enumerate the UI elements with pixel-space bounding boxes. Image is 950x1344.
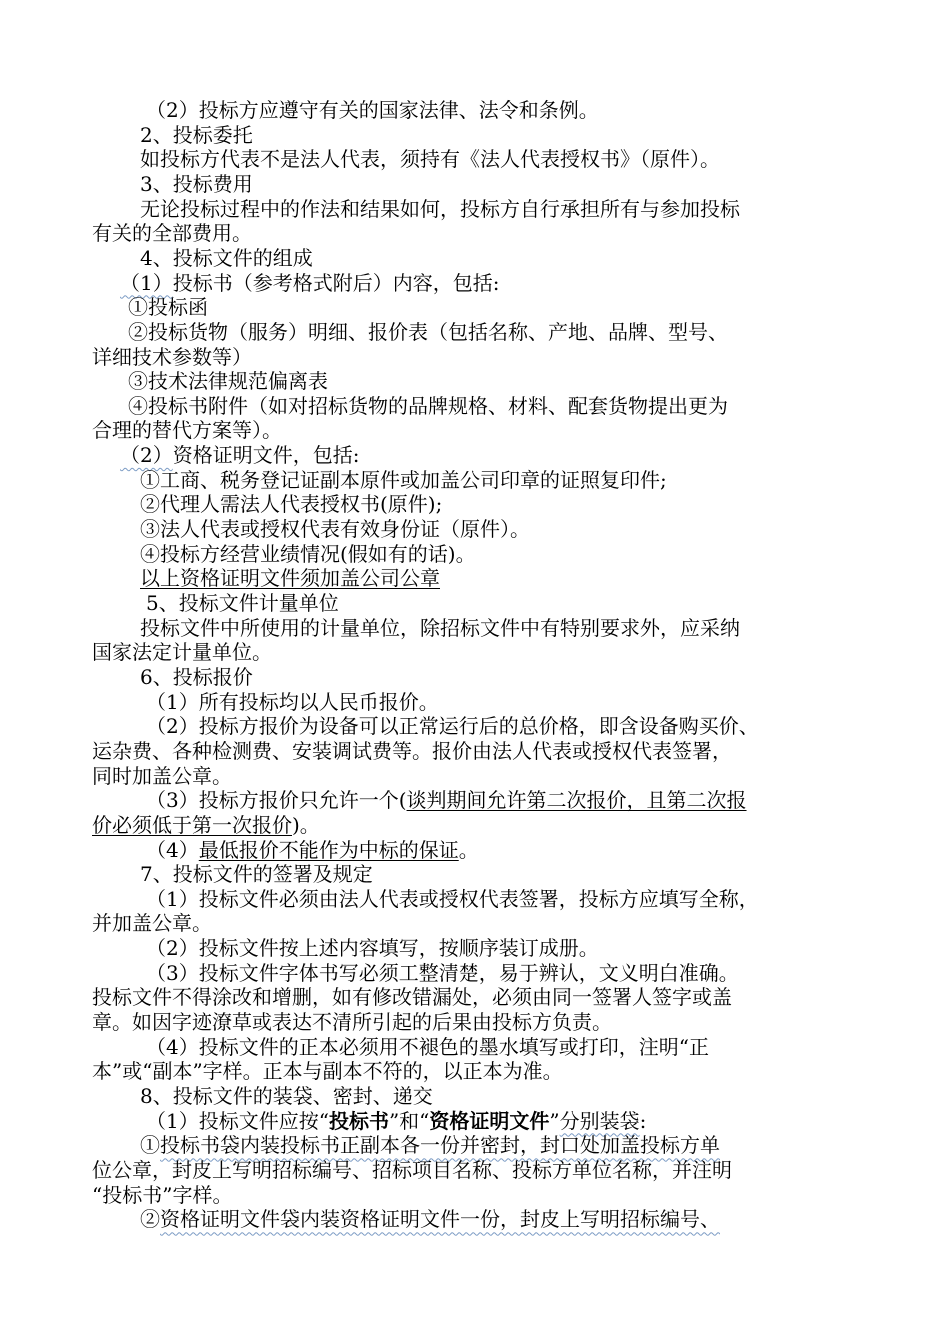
text-line [140, 246, 313, 271]
text-line [92, 640, 272, 665]
text-line [128, 295, 208, 320]
text-segment: 。 [458, 837, 479, 862]
text-line [140, 172, 253, 197]
text-segment: 资格证明文件袋内装资格证明文件一份，封皮上写明招标编号、 [160, 1207, 720, 1232]
text-segment: 投标文件不得涂改和增删，如有修改错漏处，必须由同一签署人签字或盖 [92, 985, 732, 1010]
text-line [140, 147, 720, 172]
text-segment: 2、投标委托 [140, 122, 253, 147]
text-segment: 如投标方代表不是法人代表，须持有《法人代表授权书》（原件）。 [140, 147, 720, 172]
text-line [146, 838, 479, 863]
text-line [92, 345, 252, 370]
text-segment: （4） [146, 837, 199, 862]
text-line [140, 862, 373, 887]
text-segment: ③技术法律规范偏离表 [128, 369, 328, 394]
text-segment: ②代理人需法人代表授权书(原件); [140, 492, 443, 517]
text-segment: ”和“ [388, 1108, 430, 1133]
text-line [128, 394, 728, 419]
text-segment: 以上资格证明文件须加盖公司公章 [140, 566, 440, 591]
text-segment: 6、投标报价 [140, 664, 253, 689]
text-line [92, 813, 320, 838]
text-segment: 投标书（参考格式附后）内容，包括: [172, 270, 500, 295]
text-segment: （1） [120, 270, 173, 295]
text-segment: （2）投标方应遵守有关的国家法律、法令和条例。 [146, 98, 599, 122]
text-line [140, 517, 530, 542]
text-line [128, 369, 328, 394]
text-line [146, 690, 439, 715]
text-segment: 资格证明文件，包括: [172, 443, 360, 468]
text-line [146, 1035, 709, 1060]
text-line [140, 1133, 720, 1158]
text-segment: 谈判期间允许第二次报价，且第二次报 [406, 788, 747, 813]
text-segment: （3）投标文件字体书写必须工整清楚，易于辨认，文义明白准确。 [146, 960, 739, 985]
text-segment: （2）投标文件按上述内容填写，按顺序装订成册。 [146, 936, 599, 961]
text-line [92, 985, 732, 1010]
text-line [92, 1158, 732, 1183]
text-segment: 8、投标文件的装袋、密封、递交 [140, 1084, 433, 1108]
text-segment: （1）所有投标均以人民币报价。 [146, 689, 439, 714]
text-segment: 位公章，封皮上写明招标编号、招标项目名称、投标方单位名称，并注明 [92, 1157, 732, 1182]
text-segment: （3）投标方报价只允许一个( [146, 788, 407, 813]
text-line [146, 887, 759, 912]
text-line [140, 1207, 720, 1232]
text-segment: （2）投标方报价为设备可以正常运行后的总价格，即含设备购买价、 [146, 714, 759, 739]
text-segment: : [639, 1108, 647, 1133]
text-segment: 价必须低于第一次报价 [92, 812, 292, 837]
text-line [92, 1059, 563, 1084]
text-segment: （1）投标文件应按“ [146, 1108, 329, 1133]
text-line [146, 98, 599, 123]
text-segment: ③法人代表或授权代表有效身份证（原件）。 [140, 517, 530, 542]
text-segment: “投标书”字样。 [92, 1182, 233, 1207]
text-line [146, 936, 599, 961]
text-line [120, 443, 359, 468]
text-segment: 无论投标过程中的作法和结果如何，投标方自行承担所有与参加投标 [140, 196, 740, 221]
text-segment: ①投标函 [128, 295, 208, 320]
text-segment: ” [549, 1108, 560, 1133]
text-segment: ④投标书附件（如对招标货物的品牌规格、材料、配套货物提出更为 [128, 393, 728, 418]
text-segment: 3、投标费用 [140, 171, 253, 196]
text-segment: ②投标货物（服务）明细、报价表（包括名称、产地、品牌、型号、 [128, 319, 728, 344]
text-line [146, 591, 339, 616]
text-segment: 投标书 [328, 1108, 389, 1133]
text-line [92, 1183, 232, 1208]
text-line [146, 788, 747, 813]
text-segment: 分别装袋 [559, 1108, 640, 1133]
text-segment: 运杂费、各种检测费、安装调试费等。报价由法人代表或授权代表签署， [92, 738, 732, 763]
text-segment: 详细技术参数等） [92, 344, 252, 369]
text-line [140, 665, 253, 690]
text-line [140, 123, 253, 148]
text-line [140, 197, 740, 222]
text-line [140, 1084, 433, 1109]
text-segment: )。 [292, 812, 320, 837]
text-line [146, 714, 759, 739]
text-segment: 4、投标文件的组成 [140, 245, 313, 270]
text-segment: 本”或“副本”字样。正本与副本不符的，以正本为准。 [92, 1059, 563, 1084]
text-line [120, 271, 499, 296]
text-segment: 最低报价不能作为中标的保证 [198, 837, 459, 862]
text-segment: 章。如因字迹潦草或表达不清所引起的后果由投标方负责。 [92, 1010, 612, 1035]
text-line [140, 492, 442, 517]
text-segment: （1）投标文件必须由法人代表或授权代表签署，投标方应填写全称， [146, 886, 759, 911]
text-line [146, 1109, 646, 1134]
text-segment: （2） [120, 443, 173, 468]
text-line [92, 1010, 612, 1035]
text-line [140, 616, 740, 641]
text-line [92, 221, 252, 246]
text-segment: ② [140, 1207, 160, 1232]
text-line [140, 566, 440, 591]
text-line [140, 468, 667, 493]
text-segment: 并加盖公章。 [92, 911, 212, 936]
text-line [146, 961, 739, 986]
text-line [92, 911, 212, 936]
text-segment: 投标书袋内装投标书正副本各一份并密封，封口处加盖投标方单 [160, 1133, 720, 1158]
text-line [92, 739, 732, 764]
text-segment: 投标文件中所使用的计量单位，除招标文件中有特别要求外，应采纳 [140, 615, 740, 640]
text-segment: 合理的替代方案等）。 [92, 418, 282, 443]
text-segment: 国家法定计量单位。 [92, 640, 272, 665]
text-line [128, 320, 728, 345]
text-segment: 资格证明文件 [429, 1108, 550, 1133]
text-segment: 5、投标文件计量单位 [146, 591, 339, 615]
text-segment: ①工商、税务登记证副本原件或加盖公司印章的证照复印件; [140, 467, 667, 492]
text-segment: 同时加盖公章。 [92, 763, 232, 788]
text-line [92, 764, 232, 789]
text-segment: ④投标方经营业绩情况(假如有的话)。 [140, 541, 476, 566]
text-line [140, 542, 476, 567]
text-segment: 有关的全部费用。 [92, 221, 252, 246]
text-segment: （4）投标文件的正本必须用不褪色的墨水填写或打印，注明“正 [146, 1034, 709, 1059]
text-segment: ① [140, 1133, 160, 1158]
text-segment: 7、投标文件的签署及规定 [140, 862, 373, 887]
text-line [92, 418, 282, 443]
